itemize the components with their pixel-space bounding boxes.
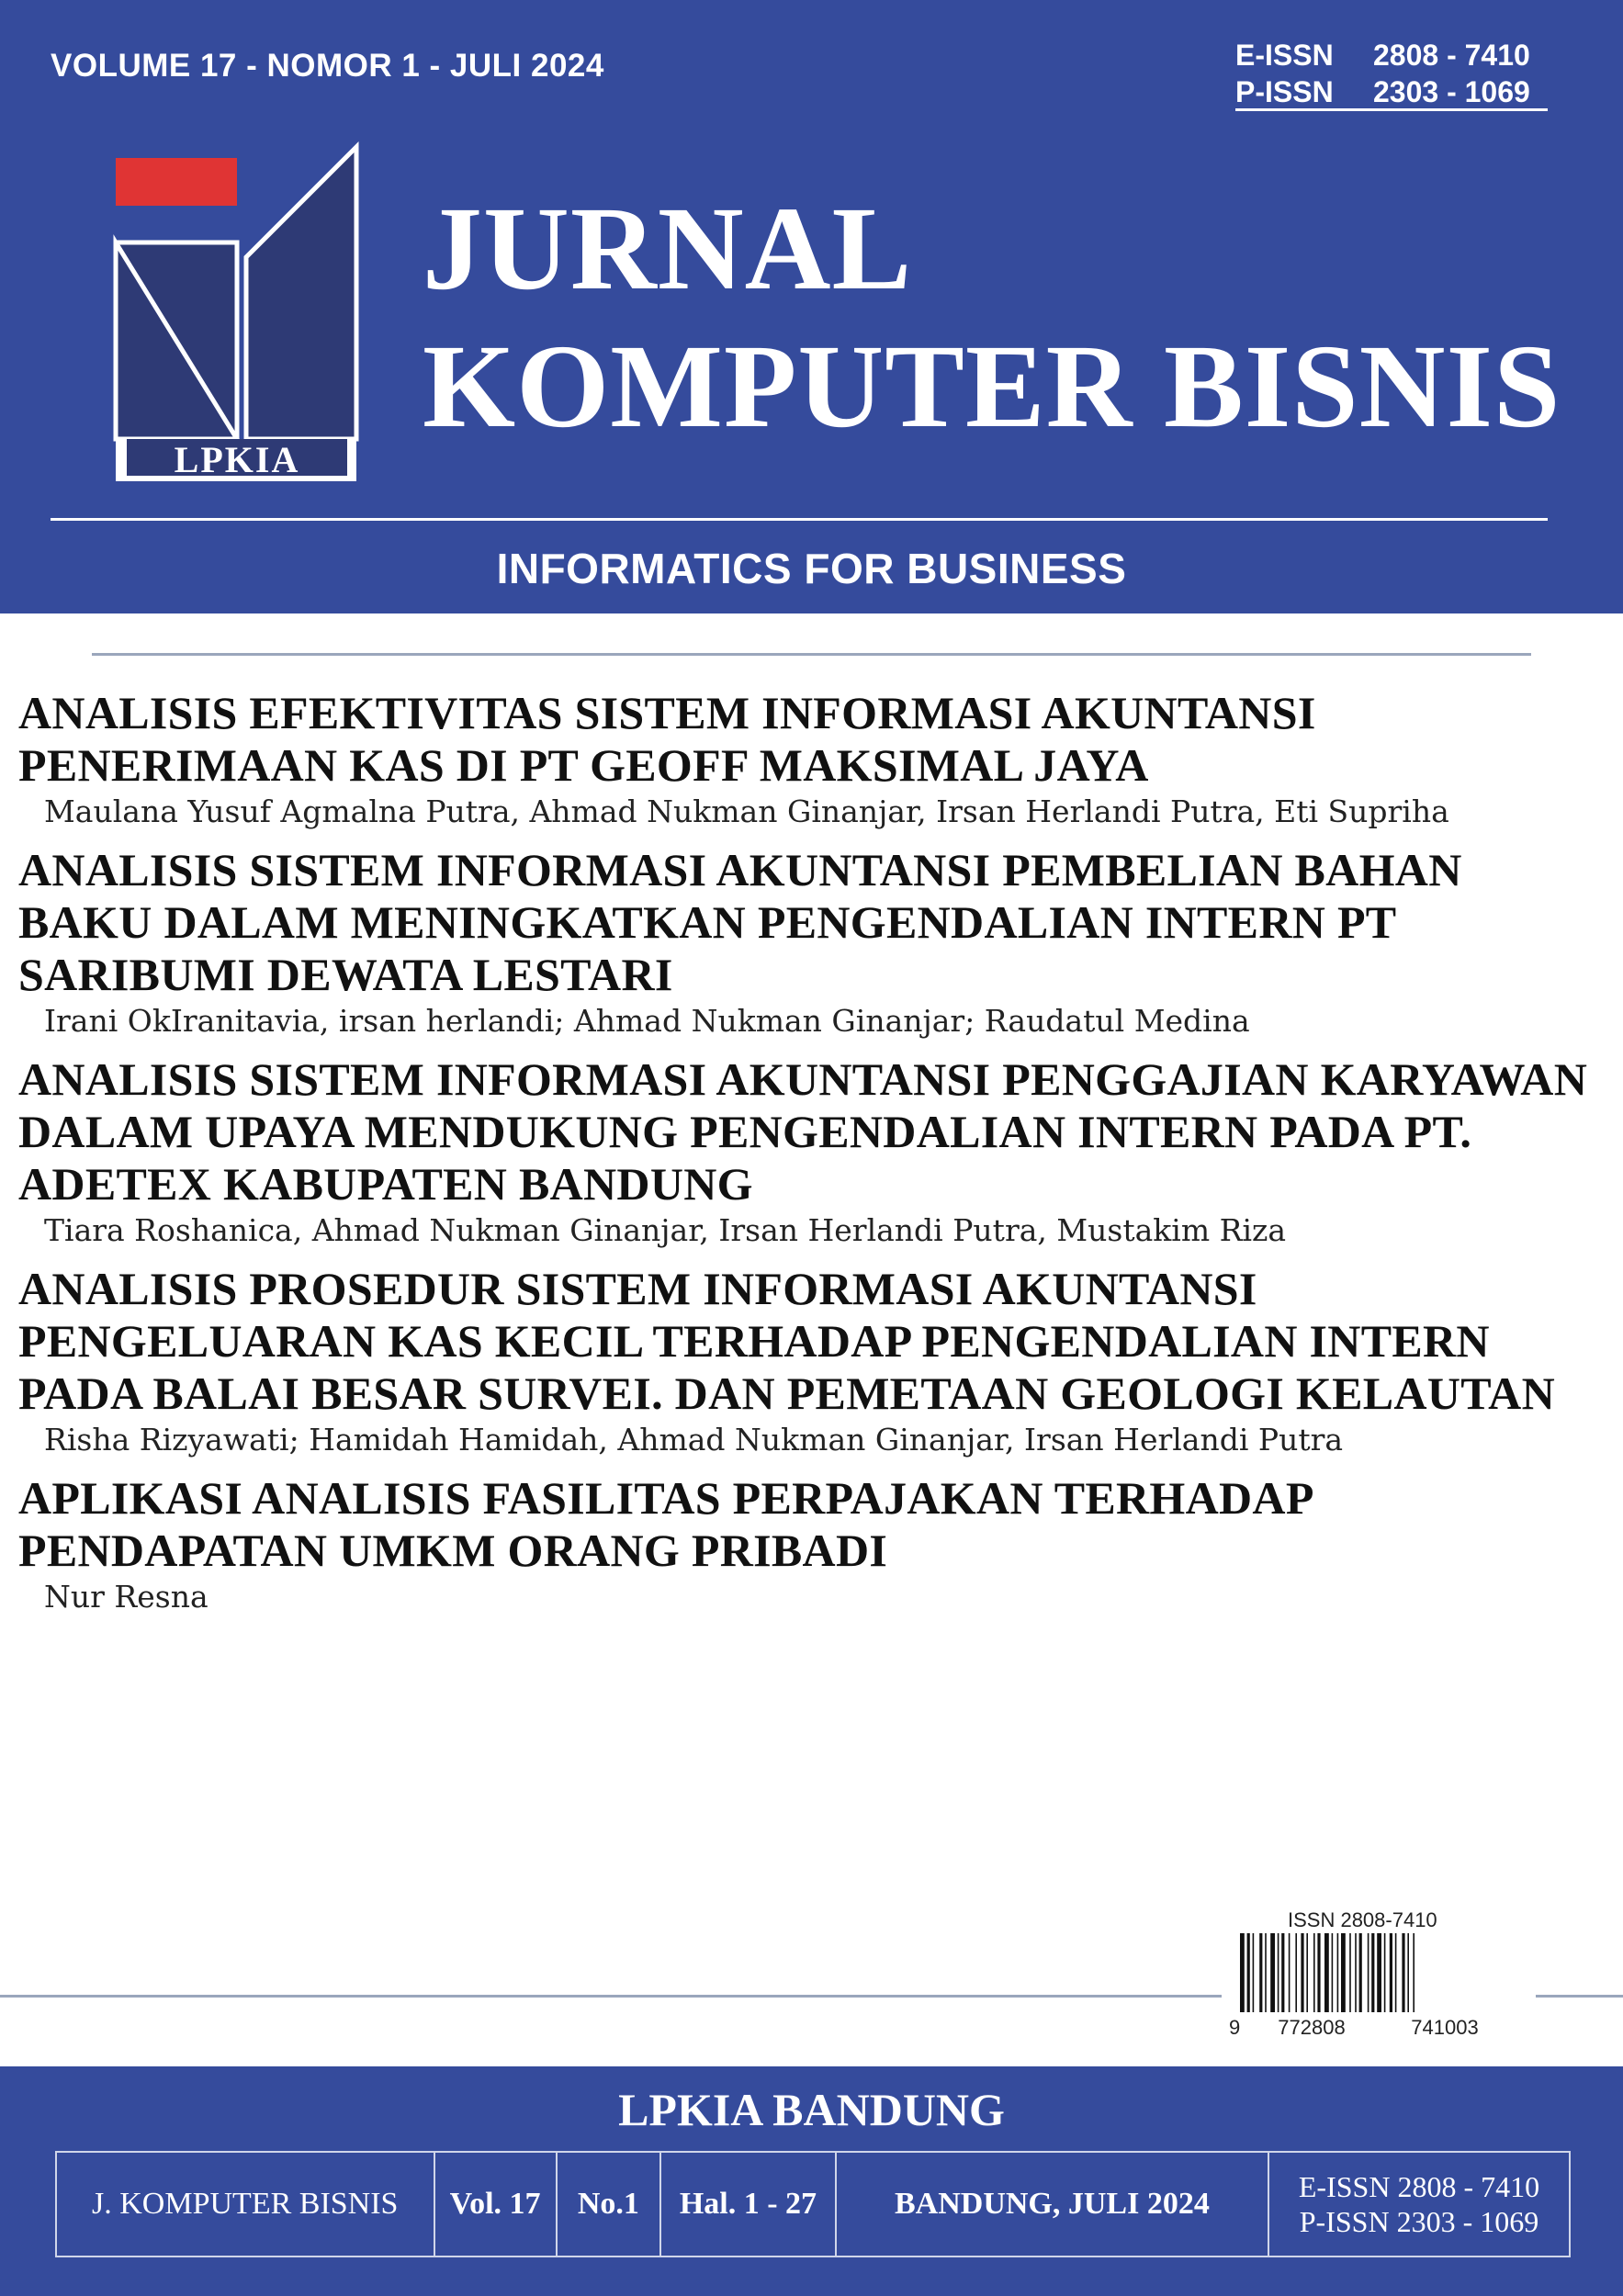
article-title: ANALISIS EFEKTIVITAS SISTEM INFORMASI AKUNTANSI PENERIMAAN KAS DI PT GEOFF MAKSIMAL JAYA [18, 687, 1316, 791]
barcode-bar [1317, 1933, 1320, 2012]
barcode-digits-mid: 772808 [1278, 2016, 1346, 2039]
barcode-bar [1349, 1933, 1351, 2012]
article-authors: Risha Rizyawati; Hamidah Hamidah, Ahmad Nukman Ginanjar, Irsan Herlandi Putra [44, 1422, 1344, 1458]
footer-p-issn: P-ISSN 2303 - 1069 [1299, 2205, 1539, 2238]
barcode-bar [1278, 1933, 1279, 2012]
article-title: ANALISIS PROSEDUR SISTEM INFORMASI AKUNTANSI PENGELUARAN KAS KECIL TERHADAP PENGENDALIAN INTERN PADA BALAI BESAR SURVEI. DAN PEMETAAN GEOLOGI KELAUTAN [18, 1263, 1555, 1419]
cover-header [0, 0, 1623, 613]
publisher-name: LPKIA BANDUNG [618, 2084, 1005, 2135]
article-authors: Tiara Roshanica, Ahmad Nukman Ginanjar, Irsan Herlandi Putra, Mustakim Riza [44, 1212, 1287, 1248]
logo-text: LPKIA [174, 439, 300, 480]
lpkia-logo [110, 140, 360, 489]
barcode-digit-left: 9 [1229, 2016, 1241, 2039]
barcode-bar [1341, 1933, 1346, 2012]
footer-number: No.1 [558, 2153, 661, 2256]
list-item [18, 1263, 1607, 1459]
footer-volume: Vol. 17 [435, 2153, 558, 2256]
barcode-bar [1407, 1933, 1409, 2012]
article-title: ANALISIS SISTEM INFORMASI AKUNTANSI PENGGAJIAN KARYAWAN DALAM UPAYA MENDUKUNG PENGENDALIAN INTERN PADA PT. ADETEX KABUPATEN BANDUNG [18, 1053, 1588, 1210]
footer-place-date: BANDUNG, JULI 2024 [837, 2153, 1269, 2256]
barcode-bar [1306, 1933, 1308, 2012]
footer-journal-abbr: J. KOMPUTER BISNIS [57, 2153, 435, 2256]
barcode-bar [1324, 1933, 1329, 2012]
bottom-separator-right [1536, 1995, 1623, 1998]
barcode-bar [1270, 1933, 1275, 2012]
barcode-bar [1384, 1933, 1386, 2012]
barcode-bar [1368, 1933, 1369, 2012]
list-item [18, 1053, 1607, 1250]
barcode-bar [1413, 1933, 1414, 2012]
barcode-bar [1355, 1933, 1357, 2012]
footer-info-table [55, 2151, 1571, 2257]
journal-title [423, 180, 1561, 456]
footer-pages: Hal. 1 - 27 [661, 2153, 837, 2256]
issn-underline [1235, 108, 1548, 111]
volume-line: VOLUME 17 - NOMOR 1 - JULI 2024 [51, 48, 604, 84]
article-title: ANALISIS SISTEM INFORMASI AKUNTANSI PEMBELIAN BAHAN BAKU DALAM MENINGKATKAN PENGENDALIAN INTERN PT SARIBUMI DEWATA LESTARI [18, 844, 1462, 1000]
list-item [18, 1472, 1607, 1616]
p-issn-value: 2303 - 1069 [1373, 75, 1530, 108]
barcode-bar [1259, 1933, 1262, 2012]
barcode-bar [1377, 1933, 1381, 2012]
article-authors: Nur Resna [44, 1579, 209, 1615]
top-separator [92, 653, 1531, 656]
journal-tagline: INFORMATICS FOR BUSINESS [496, 545, 1127, 592]
barcode [1229, 1906, 1532, 2039]
bottom-separator [0, 1995, 1222, 1998]
article-authors: Maulana Yusuf Agmalna Putra, Ahmad Nukman Ginanjar, Irsan Herlandi Putra, Eti Supriha [44, 793, 1449, 829]
barcode-bar [1289, 1933, 1291, 2012]
barcode-bar [1332, 1933, 1334, 2012]
article-title: APLIKASI ANALISIS FASILITAS PERPAJAKAN TERHADAP PENDAPATAN UMKM ORANG PRIBADI [18, 1472, 1312, 1576]
e-issn-label: E-ISSN [1235, 39, 1334, 72]
barcode-issn: ISSN 2808-7410 [1288, 1908, 1437, 1931]
barcode-bar [1253, 1933, 1255, 2012]
footer-issn [1269, 2153, 1569, 2256]
barcode-bar [1247, 1933, 1250, 2012]
barcode-bar [1265, 1933, 1267, 2012]
barcode-bar [1313, 1933, 1315, 2012]
issn-block [1235, 37, 1530, 110]
header-divider [51, 518, 1548, 521]
barcode-bar [1240, 1933, 1245, 2012]
barcode-bar [1395, 1933, 1397, 2012]
footer-e-issn: E-ISSN 2808 - 7410 [1298, 2170, 1540, 2203]
cover-footer [0, 2066, 1623, 2296]
logo-red-bar [116, 158, 237, 206]
e-issn-value: 2808 - 7410 [1373, 39, 1530, 72]
barcode-bar [1402, 1933, 1404, 2012]
barcode-bar [1301, 1933, 1303, 2012]
barcode-bar [1337, 1933, 1339, 2012]
article-list [18, 687, 1607, 1629]
barcode-bar [1371, 1933, 1374, 2012]
barcode-bar [1295, 1933, 1297, 2012]
journal-title-line2: KOMPUTER BISNIS [423, 321, 1561, 453]
p-issn-label: P-ISSN [1235, 75, 1334, 108]
list-item [18, 844, 1607, 1041]
list-item [18, 687, 1607, 831]
journal-title-line1: JURNAL [423, 183, 913, 315]
barcode-bars [1240, 1933, 1414, 2012]
logo-right-block [246, 147, 356, 439]
article-authors: Irani OkIranitavia, irsan herlandi; Ahmad Nukman Ginanjar; Raudatul Medina [44, 1003, 1250, 1039]
barcode-bar [1390, 1933, 1392, 2012]
barcode-bar [1281, 1933, 1284, 2012]
barcode-digits-right: 741003 [1411, 2016, 1479, 2039]
barcode-bar [1359, 1933, 1362, 2012]
